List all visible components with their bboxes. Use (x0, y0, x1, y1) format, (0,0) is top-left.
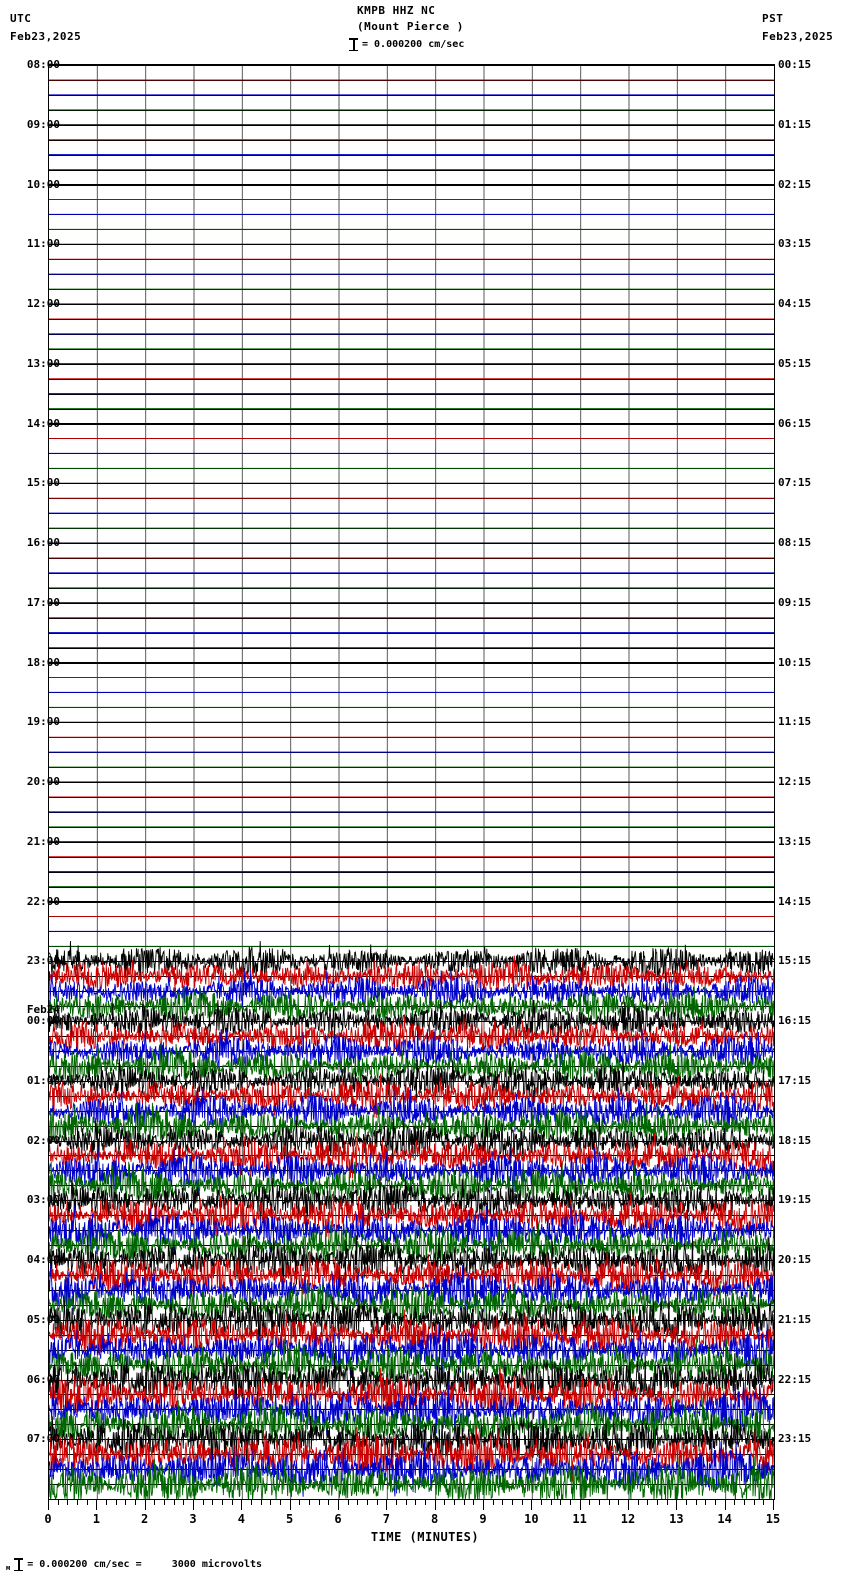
x-tick-minor (551, 1499, 552, 1505)
x-axis-tick-label-11: 11 (572, 1512, 587, 1526)
x-axis-tick-label-5: 5 (286, 1512, 294, 1526)
utc-time-label-13-00: 13:00 (26, 356, 60, 370)
x-tick-minor (705, 1499, 706, 1505)
x-tick-major-0 (48, 1499, 49, 1510)
pst-time-label-01-15: 01:15 (778, 117, 812, 131)
utc-date-label: Feb23,2025 (10, 30, 82, 43)
scale-reference (349, 38, 464, 51)
x-tick-minor (454, 1499, 455, 1505)
scale-reference-text: = 0.000200 cm/sec (362, 39, 465, 50)
utc-time-label-22-00: 22:00 (26, 894, 60, 908)
utc-time-label-23-00: 23:00 (26, 954, 60, 968)
x-tick-minor (493, 1499, 494, 1505)
x-tick-minor (67, 1499, 68, 1505)
x-tick-minor (377, 1499, 378, 1505)
x-tick-minor (183, 1499, 184, 1505)
x-tick-minor (357, 1499, 358, 1505)
x-axis-tick-label-7: 7 (382, 1512, 390, 1526)
utc-time-label-02-00: 02:00 (26, 1133, 60, 1147)
pst-time-label-17-15: 17:15 (778, 1073, 812, 1087)
x-tick-minor (502, 1499, 503, 1505)
x-tick-minor (464, 1499, 465, 1505)
x-tick-minor (415, 1499, 416, 1505)
x-tick-minor (174, 1499, 175, 1505)
x-tick-minor (734, 1499, 735, 1505)
x-tick-major-12 (628, 1499, 629, 1510)
utc-time-label-14-00: 14:00 (26, 416, 60, 430)
x-tick-minor (560, 1499, 561, 1505)
utc-time-label-20-00: 20:00 (26, 775, 60, 788)
pst-time-label-23-15: 23:15 (778, 1432, 812, 1446)
x-tick-minor (367, 1499, 368, 1505)
x-axis-tick-label-12: 12 (620, 1512, 636, 1526)
x-tick-minor (319, 1499, 320, 1505)
x-tick-minor (309, 1499, 310, 1505)
utc-time-label-07-00: 07:00 (26, 1432, 60, 1446)
x-tick-minor (754, 1499, 755, 1505)
x-tick-major-2 (145, 1499, 146, 1510)
station-code-label: KMPB HHZ NC (357, 4, 436, 17)
x-tick-minor (328, 1499, 329, 1505)
x-tick-major-14 (725, 1499, 726, 1510)
x-tick-major-15 (773, 1499, 774, 1510)
x-axis-tick-label-0: 0 (44, 1512, 52, 1526)
pst-time-label-07-15: 07:15 (778, 476, 812, 490)
utc-timezone-label: UTC (10, 12, 32, 25)
x-tick-major-6 (338, 1499, 339, 1510)
x-tick-major-9 (483, 1499, 484, 1510)
pst-time-label-02-15: 02:15 (778, 177, 812, 191)
pst-time-label-14-15: 14:15 (778, 894, 812, 908)
x-tick-minor (348, 1499, 349, 1505)
pst-time-label-19-15: 19:15 (778, 1193, 812, 1207)
x-tick-major-11 (580, 1499, 581, 1510)
x-tick-minor (667, 1499, 668, 1505)
x-axis-tick-label-3: 3 (189, 1512, 197, 1526)
x-axis-tick-label-2: 2 (141, 1512, 149, 1526)
footer-prefix-glyph: м (6, 1563, 11, 1572)
utc-time-label-10-00: 10:00 (26, 177, 60, 191)
x-tick-minor (599, 1499, 600, 1505)
utc-time-label-15-00: 15:00 (26, 476, 60, 490)
utc-time-label-17-00: 17:00 (26, 595, 60, 609)
pst-time-label-18-15: 18:15 (778, 1133, 812, 1147)
x-tick-minor (618, 1499, 619, 1505)
x-axis-tick-label-8: 8 (431, 1512, 439, 1526)
utc-time-label-16-00: 16:00 (26, 536, 60, 549)
x-tick-minor (715, 1499, 716, 1505)
pst-time-label-04-15: 04:15 (778, 297, 812, 310)
station-name-label: (Mount Pierce ) (357, 20, 464, 33)
x-tick-minor (251, 1499, 252, 1505)
utc-time-label-21-00: 21:00 (26, 834, 60, 848)
x-tick-minor (280, 1499, 281, 1505)
x-axis-tick-label-9: 9 (479, 1512, 487, 1526)
x-axis-tick-label-4: 4 (237, 1512, 245, 1526)
pst-time-label-12-15: 12:15 (778, 775, 812, 788)
x-axis-tick-label-1: 1 (92, 1512, 100, 1526)
x-tick-major-10 (531, 1499, 532, 1510)
utc-time-label-Feb24: Feb24 (26, 1003, 60, 1016)
x-tick-minor (270, 1499, 271, 1505)
x-tick-minor (106, 1499, 107, 1505)
x-tick-major-8 (435, 1499, 436, 1510)
x-tick-major-7 (386, 1499, 387, 1510)
scale-ibeam-icon (14, 1558, 23, 1571)
x-tick-minor (87, 1499, 88, 1505)
x-tick-minor (406, 1499, 407, 1505)
x-tick-minor (77, 1499, 78, 1505)
utc-time-label-01-00: 01:00 (26, 1073, 60, 1087)
x-tick-minor (638, 1499, 639, 1505)
x-axis-tick-label-15: 15 (765, 1512, 781, 1526)
x-tick-major-1 (96, 1499, 97, 1510)
utc-time-label-11-00: 11:00 (26, 237, 60, 251)
x-tick-minor (154, 1499, 155, 1505)
x-tick-minor (58, 1499, 59, 1505)
x-tick-minor (522, 1499, 523, 1505)
x-tick-minor (589, 1499, 590, 1505)
x-axis-tick-label-14: 14 (717, 1512, 732, 1526)
pst-timezone-label: PST (762, 12, 784, 25)
x-tick-minor (686, 1499, 687, 1505)
pst-time-label-13-15: 13:15 (778, 834, 812, 848)
pst-time-label-16-15: 16:15 (778, 1014, 812, 1027)
x-axis-tick-label-13: 13 (669, 1512, 684, 1526)
pst-time-label-10-15: 10:15 (778, 655, 812, 669)
x-tick-minor (212, 1499, 213, 1505)
x-tick-major-5 (290, 1499, 291, 1510)
x-tick-minor (570, 1499, 571, 1505)
x-tick-minor (222, 1499, 223, 1505)
utc-time-label-05-00: 05:00 (26, 1312, 60, 1326)
utc-time-label-19-00: 19:00 (26, 715, 60, 729)
x-axis-tick-label-6: 6 (334, 1512, 342, 1526)
pst-time-label-22-15: 22:15 (778, 1372, 812, 1386)
x-tick-minor (232, 1499, 233, 1505)
x-tick-minor (512, 1499, 513, 1505)
x-tick-minor (657, 1499, 658, 1505)
pst-time-label-06-15: 06:15 (778, 416, 812, 430)
x-tick-minor (744, 1499, 745, 1505)
x-tick-minor (135, 1499, 136, 1505)
x-tick-major-4 (241, 1499, 242, 1510)
seismic-traces (49, 65, 774, 1499)
utc-time-label-06-00: 06:00 (26, 1372, 60, 1386)
pst-time-label-20-15: 20:15 (778, 1253, 812, 1266)
x-tick-minor (609, 1499, 610, 1505)
x-tick-minor (473, 1499, 474, 1505)
x-tick-major-3 (193, 1499, 194, 1510)
utc-time-label-09-00: 09:00 (26, 117, 60, 131)
utc-time-label-08-00: 08:00 (26, 58, 60, 71)
utc-time-label-00-00: 00:00 (26, 1014, 60, 1027)
x-tick-minor (541, 1499, 542, 1505)
x-tick-minor (763, 1499, 764, 1505)
footer-scale-note (6, 1558, 262, 1571)
pst-time-label-09-15: 09:15 (778, 595, 812, 609)
x-tick-minor (125, 1499, 126, 1505)
pst-date-label: Feb23,2025 (762, 30, 834, 43)
scale-ibeam-icon (349, 38, 358, 51)
x-tick-minor (444, 1499, 445, 1505)
x-tick-minor (396, 1499, 397, 1505)
pst-time-label-03-15: 03:15 (778, 237, 812, 251)
utc-time-label-03-00: 03:00 (26, 1193, 60, 1207)
x-axis-title: TIME (MINUTES) (370, 1530, 480, 1544)
pst-time-label-11-15: 11:15 (778, 715, 812, 729)
helicorder-plot[interactable] (48, 64, 775, 1500)
x-axis-tick-label-10: 10 (524, 1512, 539, 1526)
utc-time-label-04-00: 04:00 (26, 1253, 60, 1266)
x-tick-minor (647, 1499, 648, 1505)
utc-time-label-18-00: 18:00 (26, 655, 60, 669)
footer-scale-text: = 0.000200 cm/sec = 3000 microvolts (27, 1559, 263, 1570)
pst-time-label-05-15: 05:15 (778, 356, 812, 370)
x-tick-minor (164, 1499, 165, 1505)
x-tick-minor (261, 1499, 262, 1505)
x-tick-minor (203, 1499, 204, 1505)
utc-time-label-12-00: 12:00 (26, 297, 60, 310)
pst-time-label-00-15: 00:15 (778, 58, 812, 71)
x-tick-minor (425, 1499, 426, 1505)
x-tick-minor (696, 1499, 697, 1505)
x-tick-minor (116, 1499, 117, 1505)
pst-time-label-21-15: 21:15 (778, 1312, 812, 1326)
x-tick-minor (299, 1499, 300, 1505)
x-tick-major-13 (676, 1499, 677, 1510)
pst-time-label-08-15: 08:15 (778, 536, 812, 549)
pst-time-label-15-15: 15:15 (778, 954, 812, 968)
